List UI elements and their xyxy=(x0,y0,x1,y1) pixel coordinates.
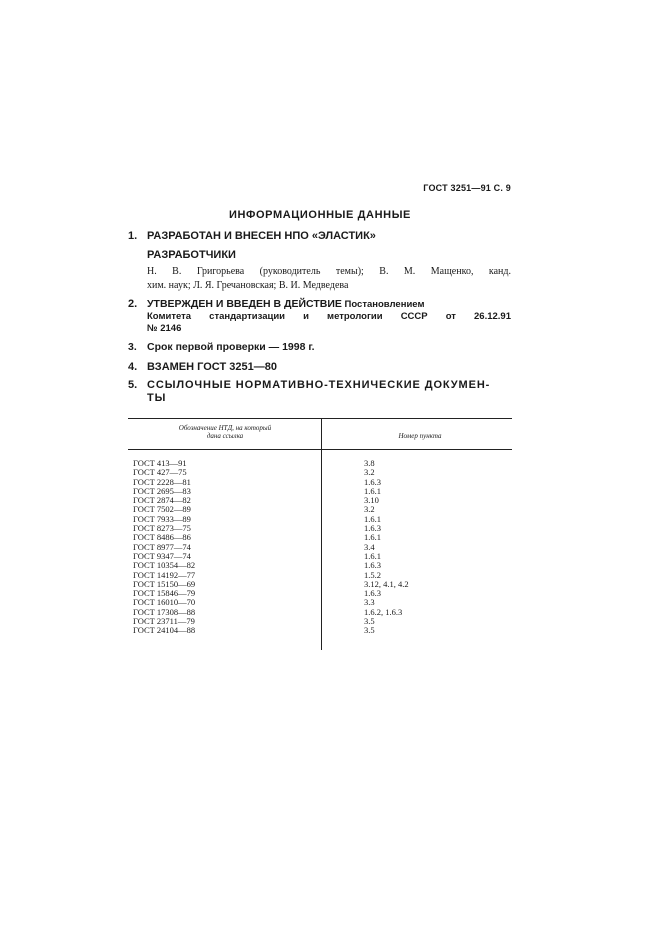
section-number: 5. xyxy=(128,379,138,391)
table-cell-clause: 1.6.3 xyxy=(364,476,381,487)
table-cell-document: ГОСТ 7933—89 xyxy=(133,513,191,524)
table-cell-document: ГОСТ 2228—81 xyxy=(133,476,191,487)
section-2-line-2: Комитета стандартизации и метрологии СССР от 26.12.91 xyxy=(147,311,511,322)
developers-line-2: хим. наук; Л. Я. Гречановская; В. И. Медведева xyxy=(147,280,349,291)
section-5-line-2: ТЫ xyxy=(147,392,167,404)
table-cell-document: ГОСТ 8486—86 xyxy=(133,532,191,543)
table-cell-clause: 3.3 xyxy=(364,597,375,608)
table-header-document-line-2: дана ссылка xyxy=(206,432,244,440)
table-top-rule xyxy=(128,418,512,419)
table-cell-clause: 1.6.2, 1.6.3 xyxy=(364,606,403,617)
table-cell-clause: 1.6.1 xyxy=(364,513,381,524)
section-3 xyxy=(128,341,512,354)
table-cell-clause: 3.2 xyxy=(364,504,375,515)
table-cell-clause: 3.10 xyxy=(364,495,379,506)
table-cell-clause: 3.5 xyxy=(364,625,375,636)
table-cell-clause: 1.6.1 xyxy=(364,532,381,543)
section-4 xyxy=(128,361,512,374)
developers-line-1: Н. В. Григорьева (руководитель темы); В. М. Мащенко, канд. xyxy=(147,266,511,277)
table-cell-document: ГОСТ 413—91 xyxy=(133,458,187,468)
table-header-clause: Номер пункта xyxy=(398,432,442,440)
section-number: 3. xyxy=(128,341,137,353)
section-number: 4. xyxy=(128,361,138,373)
table-cell-document: ГОСТ 8273—75 xyxy=(133,523,191,534)
developers-heading: РАЗРАБОТЧИКИ xyxy=(147,249,236,261)
table-cell-document: ГОСТ 15846—79 xyxy=(133,588,196,599)
table-cell-clause: 3.8 xyxy=(364,458,375,468)
table-cell-document: ГОСТ 2874—82 xyxy=(133,495,191,506)
section-5-line-1: ССЫЛОЧНЫЕ НОРМАТИВНО-ТЕХНИЧЕСКИЕ ДОКУМЕН- xyxy=(147,379,491,391)
table-cell-document: ГОСТ 8977—74 xyxy=(133,541,191,552)
table-column-clauses xyxy=(364,459,504,636)
table-cell-document: ГОСТ 23711—79 xyxy=(133,616,195,627)
table-header-document-line-1: Обозначение НТД, на который xyxy=(178,424,272,432)
table-cell-clause: 1.6.3 xyxy=(364,523,381,534)
section-1-text: РАЗРАБОТАН И ВНЕСЕН НПО «ЭЛАСТИК» xyxy=(147,230,376,242)
table-cell-clause: 3.2 xyxy=(364,467,375,478)
section-2-lead: УТВЕРЖДЕН И ВВЕДЕН В ДЕЙСТВИЕ xyxy=(147,298,342,310)
table-cell-document: ГОСТ 10354—82 xyxy=(133,560,196,571)
section-4-text: ВЗАМЕН ГОСТ 3251—80 xyxy=(147,361,277,373)
table-cell-clause: 1.6.1 xyxy=(364,550,381,561)
section-number: 1. xyxy=(128,230,138,242)
table-header-rule xyxy=(128,449,512,450)
table-cell-clause: 3.5 xyxy=(364,616,375,627)
section-2-line-3: № 2146 xyxy=(147,323,182,334)
table-cell-document: ГОСТ 15150—69 xyxy=(133,578,196,589)
table-cell-document: ГОСТ 7502—89 xyxy=(133,504,191,515)
table-cell-document: ГОСТ 14192—77 xyxy=(133,569,196,580)
section-5 xyxy=(128,379,512,405)
table-cell-document: ГОСТ 427—75 xyxy=(133,467,187,478)
table-cell-clause: 3.4 xyxy=(364,541,375,552)
table-cell-document: ГОСТ 17308—88 xyxy=(133,606,196,617)
table-cell-document: ГОСТ 24104—88 xyxy=(133,625,196,636)
table-cell-document: ГОСТ 9347—74 xyxy=(133,550,191,561)
table-column-documents xyxy=(133,459,313,636)
developers-list xyxy=(147,265,511,293)
table-cell-clause: 1.6.3 xyxy=(364,588,381,599)
table-cell-clause: 1.5.2 xyxy=(364,569,381,580)
table-cell-clause: 1.6.1 xyxy=(364,485,381,496)
page-reference: ГОСТ 3251—91 С. 9 xyxy=(423,183,511,193)
section-1 xyxy=(128,230,512,243)
table-cell-clause: 1.6.3 xyxy=(364,560,381,571)
section-2-rest: Постановлением xyxy=(341,299,425,310)
table-header-document xyxy=(150,424,300,440)
table-cell-document: ГОСТ 2695—83 xyxy=(133,485,191,496)
section-number: 2. xyxy=(128,298,138,310)
table-cell-clause: 3.12, 4.1, 4.2 xyxy=(364,578,409,589)
section-3-text: Срок первой проверки — 1998 г. xyxy=(147,341,315,353)
document-title: ИНФОРМАЦИОННЫЕ ДАННЫЕ xyxy=(228,209,411,221)
table-column-divider xyxy=(321,418,322,650)
section-2 xyxy=(128,298,511,335)
table-cell-document: ГОСТ 16010—70 xyxy=(133,597,196,608)
